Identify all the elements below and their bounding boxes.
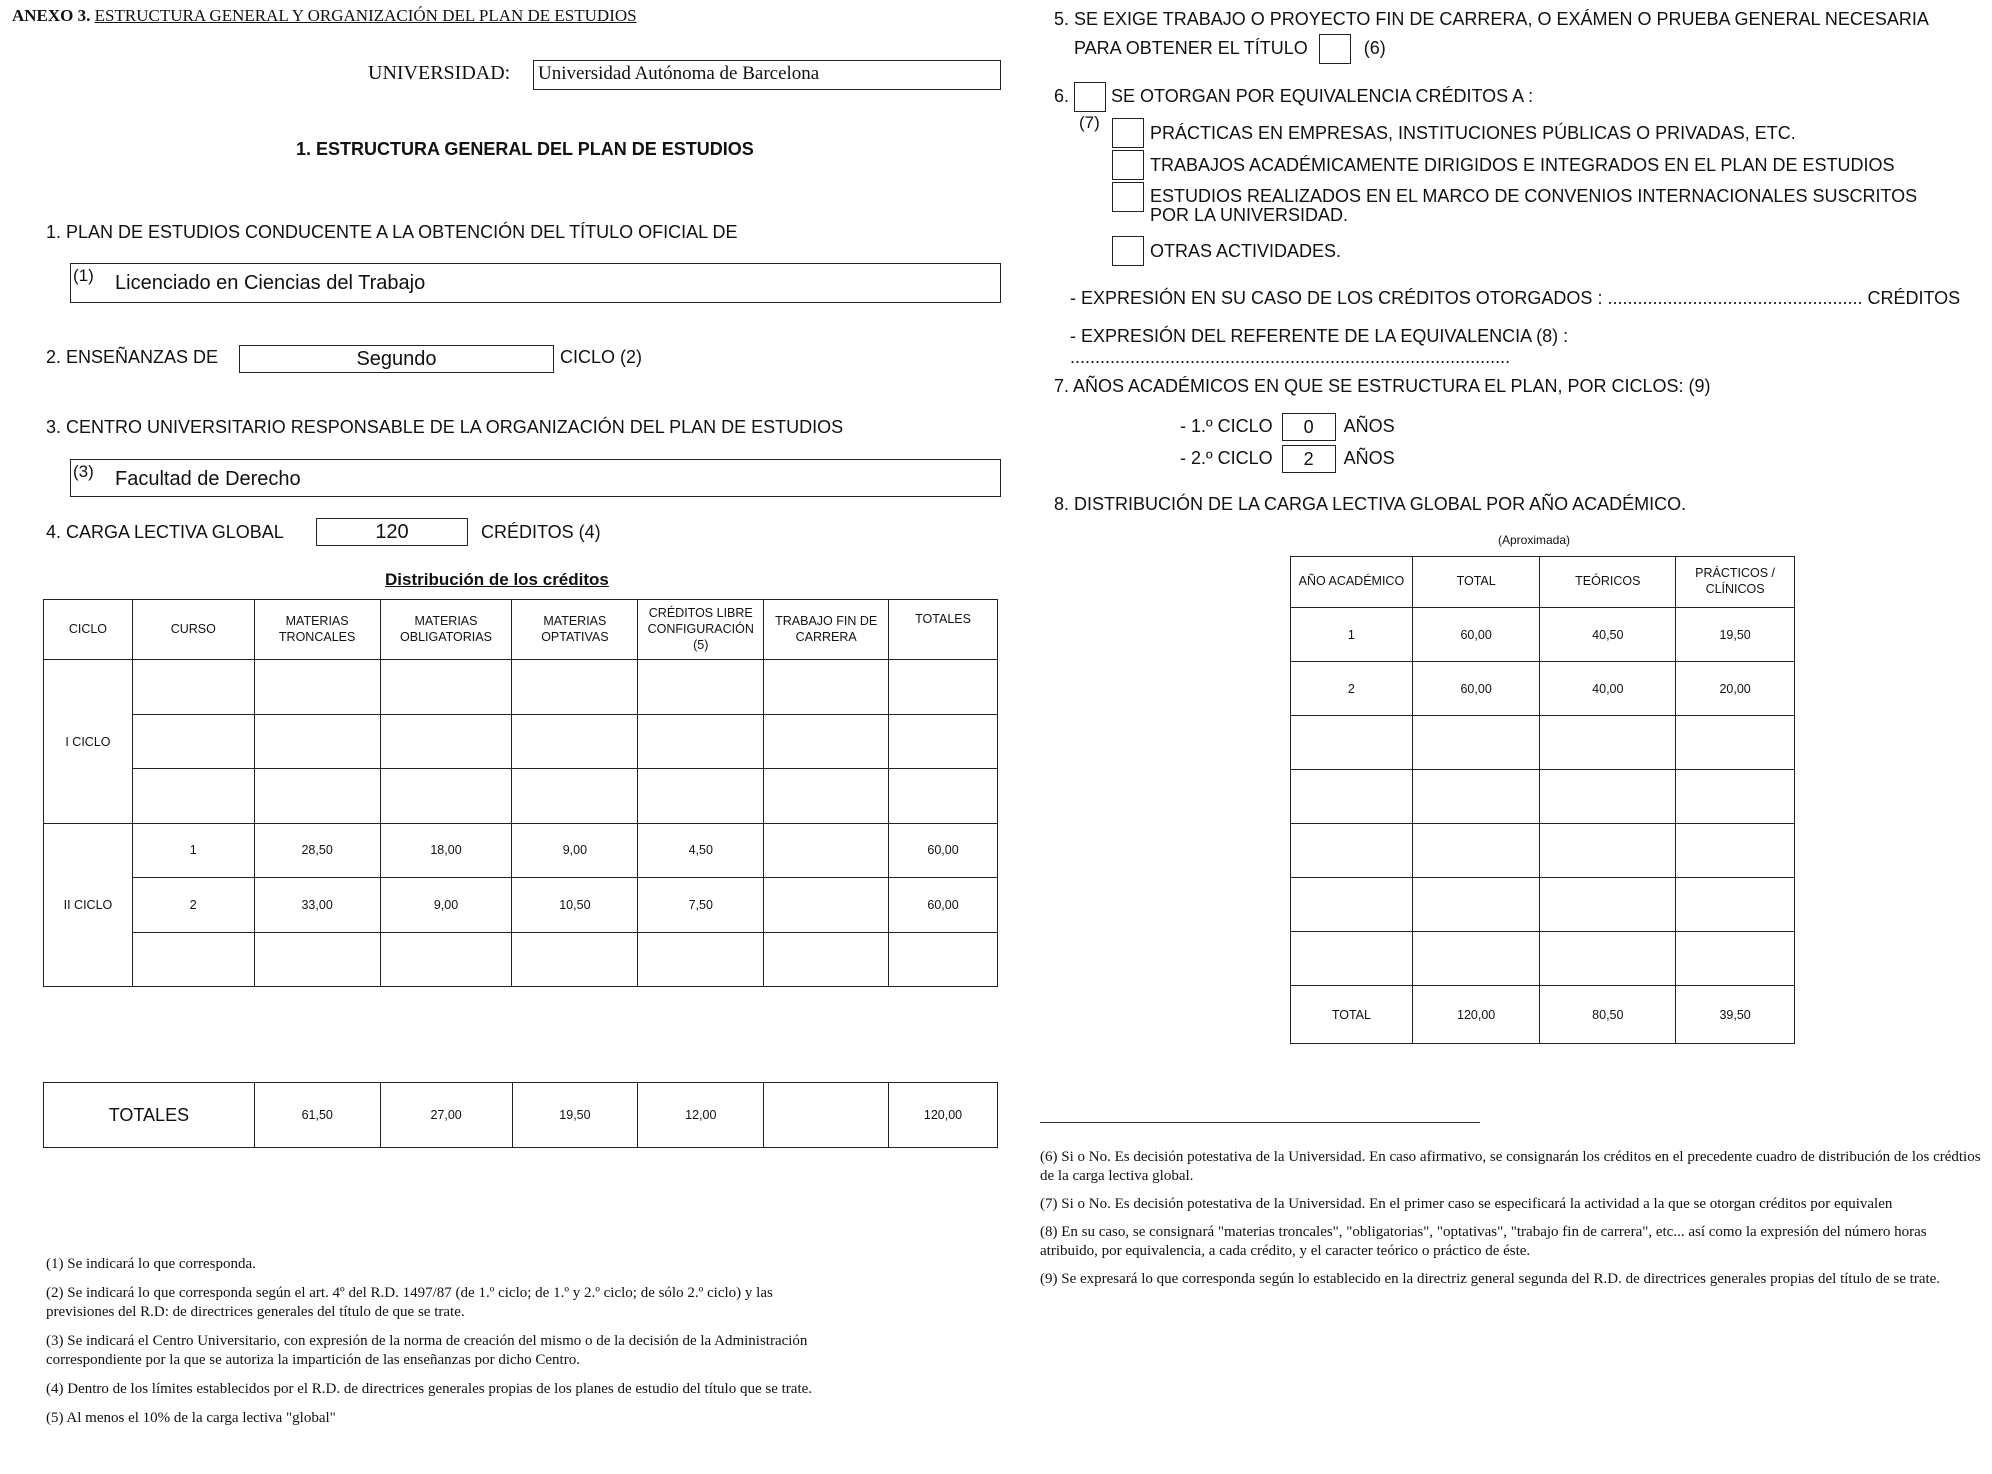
table-row — [1291, 932, 1795, 986]
q1-ref: (1) — [73, 266, 94, 285]
header-total: TOTAL — [1412, 557, 1540, 608]
header-ano-academico: AÑO ACADÉMICO — [1291, 557, 1413, 608]
trabajo-cell — [764, 823, 889, 877]
cell-empty — [1676, 878, 1795, 932]
cell-empty — [1412, 716, 1540, 770]
practicos-cell: 19,50 — [1676, 608, 1795, 662]
q6-prefix: 6. — [1054, 85, 1070, 106]
left-footnotes — [46, 1255, 816, 1428]
cell-empty — [1676, 824, 1795, 878]
table-row — [1291, 878, 1795, 932]
cell-empty — [889, 714, 998, 768]
q7-c1-value[interactable]: 0 — [1282, 413, 1336, 441]
cell-empty — [889, 932, 998, 986]
q2-suffix: CICLO (2) — [560, 347, 643, 367]
cell-empty — [1291, 716, 1413, 770]
cell-empty — [380, 714, 512, 768]
cell-empty — [638, 660, 764, 714]
cell-empty — [764, 932, 889, 986]
cell-empty — [512, 932, 638, 986]
table-row — [44, 878, 998, 932]
option-row — [1112, 236, 1962, 268]
q7-label: 7. AÑOS ACADÉMICOS EN QUE SE ESTRUCTURA EL PLAN, POR CICLOS: (9) — [1054, 376, 1711, 396]
right-footnotes — [1040, 1148, 1985, 1289]
header-trabajo-fin: TRABAJO FIN DE CARRERA — [764, 600, 889, 660]
cell-empty — [638, 932, 764, 986]
q8-label: 8. DISTRIBUCIÓN DE LA CARGA LECTIVA GLOBAL POR AÑO ACADÉMICO. — [1054, 494, 1687, 514]
table-row — [1291, 770, 1795, 824]
cell-empty — [1676, 716, 1795, 770]
q3-label: 3. CENTRO UNIVERSITARIO RESPONSABLE DE LA ORGANIZACIÓN DEL PLAN DE ESTUDIOS — [46, 417, 844, 437]
teoricos-cell: 40,00 — [1540, 662, 1676, 716]
cell-empty — [1412, 878, 1540, 932]
option-checkbox-practicas[interactable] — [1112, 118, 1144, 148]
q6-expression-credits: - EXPRESIÓN EN SU CASO DE LOS CRÉDITOS OTORGADOS : ................................................... CRÉDITOS — [1070, 288, 1961, 308]
q5-line1: 5. SE EXIGE TRABAJO O PROYECTO FIN DE CARRERA, O EXÁMEN O PRUEBA GENERAL NECESARIA — [1054, 9, 1929, 29]
footnote-divider — [1040, 1122, 1480, 1123]
cell-empty — [764, 769, 889, 823]
totales-cell: 60,00 — [889, 878, 998, 932]
q6-label: SE OTORGAN POR EQUIVALENCIA CRÉDITOS A : — [1111, 85, 1534, 106]
option-label-practicas: PRÁCTICAS EN EMPRESAS, INSTITUCIONES PÚBLICAS O PRIVADAS, ETC. — [1150, 123, 1796, 143]
curso-cell: 2 — [132, 878, 254, 932]
footnote-7: (7) Si o No. Es decisión potestativa de la Universidad. En el primer caso se especificará la actividad a la que se otorgan créditos por equivalen — [1040, 1196, 1893, 1212]
totales-cell: 60,00 — [889, 823, 998, 877]
q4-label: 4. CARGA LECTIVA GLOBAL — [46, 522, 284, 542]
totals-label: TOTALES — [44, 1083, 255, 1148]
cell-empty — [1540, 770, 1676, 824]
optativas-cell: 9,00 — [512, 823, 638, 877]
header-curso: CURSO — [132, 600, 254, 660]
footnote-1: (1) Se indicará lo que corresponda. — [46, 1256, 256, 1272]
table-row — [44, 660, 998, 714]
q6-expression-reference: - EXPRESIÓN DEL REFERENTE DE LA EQUIVALENCIA (8) : ........................................................................................ — [1070, 326, 1569, 367]
cell-empty — [380, 769, 512, 823]
option-row — [1112, 182, 1962, 236]
total-cell: 60,00 — [1412, 662, 1540, 716]
q6-checkbox[interactable] — [1074, 82, 1106, 112]
header-optativas: MATERIAS OPTATIVAS — [512, 600, 638, 660]
q3-field[interactable] — [70, 459, 1001, 497]
cell-empty — [1540, 878, 1676, 932]
q7-c2-value[interactable]: 2 — [1282, 445, 1336, 473]
table-row — [44, 823, 998, 877]
cell-empty — [1540, 824, 1676, 878]
troncales-cell: 28,50 — [254, 823, 380, 877]
totals-total: 120,00 — [889, 1083, 998, 1148]
header-practicos: PRÁCTICOS / CLÍNICOS — [1676, 557, 1795, 608]
q7-c2-label: - 2.º CICLO — [1180, 448, 1273, 468]
cell-empty — [1676, 770, 1795, 824]
cell-empty — [132, 660, 254, 714]
q3-ref: (3) — [73, 462, 94, 481]
cell-empty — [1291, 932, 1413, 986]
total-total: 120,00 — [1412, 986, 1540, 1044]
q2-field[interactable]: Segundo — [239, 345, 554, 373]
q7-cycles — [1180, 410, 1395, 474]
header-teoricos: TEÓRICOS — [1540, 557, 1676, 608]
year-cell: 2 — [1291, 662, 1413, 716]
q5-block — [1054, 8, 1929, 64]
footnote-6: (6) Si o No. Es decisión potestativa de la Universidad. En caso afirmativo, se consignarán los créditos en el precedente cuadro de distribución de los crédtios de la carga lectiva global. — [1040, 1149, 1981, 1184]
cell-empty — [512, 660, 638, 714]
table-row — [1291, 716, 1795, 770]
total-practicos: 39,50 — [1676, 986, 1795, 1044]
practicos-cell: 20,00 — [1676, 662, 1795, 716]
footnote-5: (5) Al menos el 10% de la carga lectiva "global" — [46, 1410, 336, 1426]
cell-empty — [638, 714, 764, 768]
q6-ref: (7) — [1079, 113, 1100, 132]
totals-optativas: 19,50 — [512, 1083, 638, 1148]
q2-label: 2. ENSEÑANZAS DE — [46, 347, 219, 367]
cell-empty — [889, 769, 998, 823]
cycle2-label: II CICLO — [44, 823, 133, 986]
q7-c1-label: - 1.º CICLO — [1180, 416, 1273, 436]
cell-empty — [1412, 824, 1540, 878]
q7-c1-years: AÑOS — [1343, 416, 1395, 436]
cell-empty — [764, 714, 889, 768]
annex-title: ESTRUCTURA GENERAL Y ORGANIZACIÓN DEL PLAN DE ESTUDIOS — [94, 6, 637, 25]
option-label-trabajos: TRABAJOS ACADÉMICAMENTE DIRIGIDOS E INTEGRADOS EN EL PLAN DE ESTUDIOS — [1150, 155, 1895, 175]
cell-empty — [1291, 824, 1413, 878]
table-row-total — [1291, 986, 1795, 1044]
annex-prefix: ANEXO 3. — [12, 6, 91, 25]
q4-suffix: CRÉDITOS (4) — [481, 522, 601, 542]
footnote-3: (3) Se indicará el Centro Universitario, con expresión de la norma de creación del mismo o de la decisión de la Administración correspondiente por la que se autoriza la impartición de las enseñanzas por dicho Centro. — [46, 1333, 808, 1368]
option-checkbox-trabajos[interactable] — [1112, 150, 1144, 180]
section-title: 1. ESTRUCTURA GENERAL DEL PLAN DE ESTUDIOS — [296, 139, 754, 159]
total-label: TOTAL — [1291, 986, 1413, 1044]
curso-cell: 1 — [132, 823, 254, 877]
option-checkbox-otras[interactable] — [1112, 236, 1144, 266]
header-obligatorias: MATERIAS OBLIGATORIAS — [380, 600, 512, 660]
table-row — [44, 932, 998, 986]
cell-empty — [380, 932, 512, 986]
footnote-9: (9) Se expresará lo que corresponda según lo establecido en la directriz general segunda del R.D. de directrices generales propias del título de se trate. — [1040, 1271, 1941, 1287]
footnote-4: (4) Dentro de los límites establecidos por el R.D. de directrices generales propias de los planes de estudio del título que se trate. — [46, 1381, 813, 1397]
header-ciclo: CICLO — [44, 600, 133, 660]
option-row — [1112, 118, 1962, 150]
university-label: UNIVERSIDAD: — [368, 62, 511, 84]
cell-empty — [512, 714, 638, 768]
obligatorias-cell: 9,00 — [380, 878, 512, 932]
cell-empty — [638, 769, 764, 823]
cell-empty — [254, 769, 380, 823]
cell-empty — [1540, 932, 1676, 986]
optativas-cell: 10,50 — [512, 878, 638, 932]
cycle1-label: I CICLO — [44, 660, 133, 823]
total-cell: 60,00 — [1412, 608, 1540, 662]
cell-empty — [132, 769, 254, 823]
header-totales: TOTALES — [889, 600, 998, 660]
trabajo-cell — [764, 878, 889, 932]
q3-value: Facultad de Derecho — [115, 468, 301, 490]
cell-empty — [1291, 878, 1413, 932]
university-field[interactable]: Universidad Autónoma de Barcelona — [533, 60, 1001, 90]
cell-empty — [889, 660, 998, 714]
footnote-2: (2) Se indicará lo que corresponda según el art. 4º del R.D. 1497/87 (de 1.º ciclo; de 1.º y 2.º ciclo; de sólo 2.º ciclo) y las previsiones del R.D: de directrices generales del título de que se trate. — [46, 1285, 773, 1320]
year-cell: 1 — [1291, 608, 1413, 662]
q5-ref: (6) — [1363, 37, 1386, 58]
cell-empty — [132, 714, 254, 768]
cell-empty — [254, 660, 380, 714]
q5-checkbox[interactable] — [1319, 34, 1351, 64]
footnote-8: (8) En su caso, se consignará "materias troncales", "obligatorias", "optativas", "trabajo fin de carrera", etc... así como la expresión del número horas atribuido, por equivalencia, a cada crédito, y el caracter teórico o práctico de éste. — [1040, 1224, 1927, 1259]
obligatorias-cell: 18,00 — [380, 823, 512, 877]
q1-value: Licenciado en Ciencias del Trabajo — [115, 272, 426, 294]
totals-libre: 12,00 — [638, 1083, 764, 1148]
teoricos-cell: 40,50 — [1540, 608, 1676, 662]
annex-heading — [12, 6, 637, 26]
totals-troncales: 61,50 — [254, 1083, 380, 1148]
table-row — [1291, 824, 1795, 878]
table-row — [1291, 608, 1795, 662]
q6-options — [1112, 118, 1962, 268]
year-distribution-table — [1290, 556, 1795, 1044]
header-troncales: MATERIAS TRONCALES — [254, 600, 380, 660]
total-teoricos: 80,50 — [1540, 986, 1676, 1044]
cell-empty — [254, 714, 380, 768]
dist-title: Distribución de los créditos — [385, 570, 609, 589]
libre-cell: 7,50 — [638, 878, 764, 932]
credit-distribution-table — [43, 599, 998, 987]
table-row — [1291, 662, 1795, 716]
credit-totals-table — [43, 1082, 998, 1148]
totals-trabajo — [764, 1083, 889, 1148]
option-checkbox-convenios[interactable] — [1112, 182, 1144, 212]
table-row — [44, 714, 998, 768]
cell-empty — [512, 769, 638, 823]
cell-empty — [1676, 932, 1795, 986]
q6-line — [1054, 82, 1533, 112]
option-row — [1112, 150, 1962, 182]
q4-field[interactable]: 120 — [316, 518, 468, 546]
cell-empty — [380, 660, 512, 714]
cell-empty — [1291, 770, 1413, 824]
option-label-otras: OTRAS ACTIVIDADES. — [1150, 241, 1342, 261]
cell-empty — [1412, 932, 1540, 986]
cell-empty — [1540, 716, 1676, 770]
q1-label: 1. PLAN DE ESTUDIOS CONDUCENTE A LA OBTENCIÓN DEL TÍTULO OFICIAL DE — [46, 222, 738, 242]
totals-obligatorias: 27,00 — [380, 1083, 512, 1148]
cell-empty — [1412, 770, 1540, 824]
option-label-convenios: ESTUDIOS REALIZADOS EN EL MARCO DE CONVENIOS INTERNACIONALES SUSCRITOS POR LA UNIVERSIDAD. — [1150, 186, 1918, 225]
libre-cell: 4,50 — [638, 823, 764, 877]
cell-empty — [132, 932, 254, 986]
cell-empty — [254, 932, 380, 986]
table-row — [44, 769, 998, 823]
q1-field[interactable] — [70, 263, 1001, 303]
q8-note: (Aproximada) — [1498, 533, 1571, 547]
header-libre-configuracion: CRÉDITOS LIBRE CONFIGURACIÓN (5) — [638, 600, 764, 660]
troncales-cell: 33,00 — [254, 878, 380, 932]
q7-c2-years: AÑOS — [1343, 448, 1395, 468]
cell-empty — [764, 660, 889, 714]
q5-line2: PARA OBTENER EL TÍTULO — [1074, 37, 1308, 58]
